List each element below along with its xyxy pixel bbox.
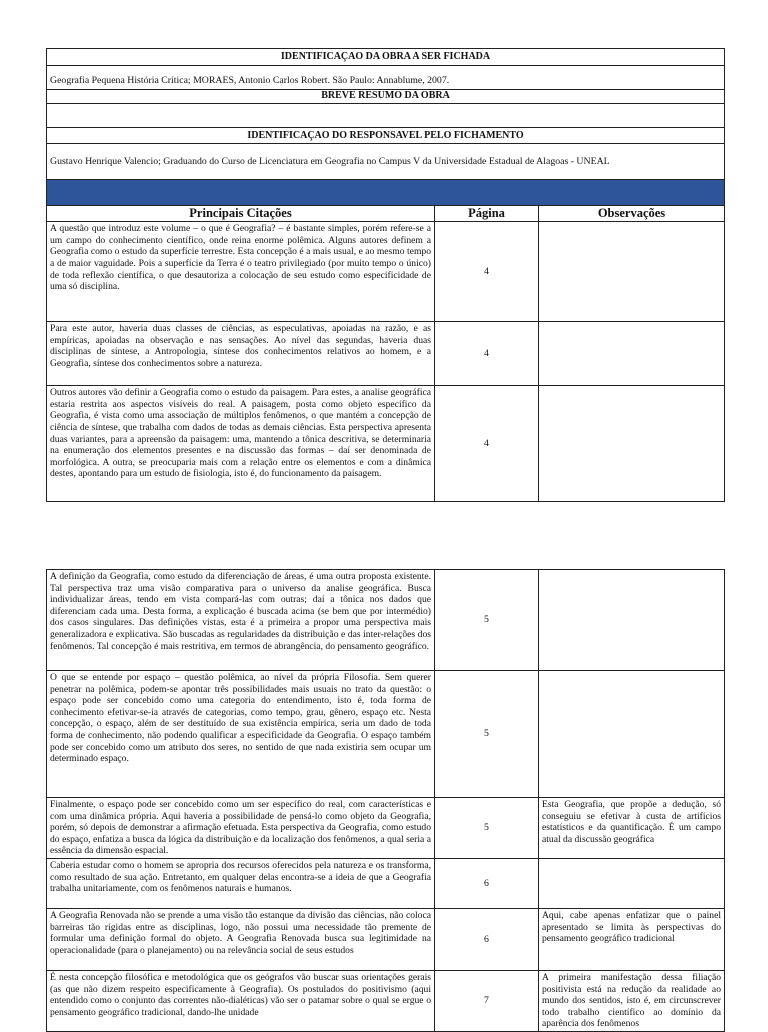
observation-cell: Esta Geografia, que propõe a dedução, só conseguiu se efetivar à custa de artifícios estatísticos e da quantificação. É um campo atual da discussão geográfica xyxy=(539,798,725,859)
table-row xyxy=(47,570,725,671)
table-row xyxy=(47,858,725,908)
resumo-text xyxy=(47,103,725,127)
col-header-page: Página xyxy=(435,206,539,222)
observation-cell xyxy=(539,671,725,798)
responsavel-title: IDENTIFICAÇAO DO RESPONSAVEL PELO FICHAMENTO xyxy=(47,127,725,144)
citation-cell: Finalmente, o espaço pode ser concebido como um ser específico do real, com características e com uma dinâmica própria. Aqui haveria a possibilidade de pensá-lo como objeto da Geografia, porém, só depois de demonstrar a afirmação efetuada. Esta perspectiva da Geografia, como estudo do espaço, enfatiza a busca da lógica da distribuição e da localização dos fenômenos, a qual seria a essência da dimensão espacial. xyxy=(47,798,435,859)
citation-cell: Caberia estudar como o homem se apropria dos recursos oferecidos pela natureza e os transforma, como resultado de sua ação. Entretanto, em qualquer delas encontra-se a ideia de que a Geografia trabalha unitariamente, com os fenômenos naturais e humanos. xyxy=(47,858,435,908)
table-row xyxy=(47,386,725,502)
col-header-observations: Observações xyxy=(539,206,725,222)
page-cell: 7 xyxy=(435,970,539,1031)
table-row xyxy=(47,222,725,322)
responsavel-text: Gustavo Henrique Valencio; Graduando do Curso de Licenciatura em Geografia no Campus V da Universidade Estadual de Alagoas - UNEAL xyxy=(47,144,725,180)
col-header-citations: Principais Citações xyxy=(47,206,435,222)
observation-cell xyxy=(539,222,725,322)
blue-separator-band xyxy=(47,180,725,206)
observation-cell xyxy=(539,858,725,908)
citation-cell: A questão que introduz este volume – o que é Geografia? – é bastante simples, porém refere-se a um campo do conhecimento científico, onde reina enorme polêmica. Alguns autores definem a Geografia como o estudo da superfície terrestre. Esta concepção é a mais usual, e ao mesmo tempo a de maior vaguidade. Pois a superfície da Terra é o teatro privilegiado (por muito tempo o único) de toda reflexão científica, o que desautoriza a colocação de seu estudo como especificidade de uma só disciplina. xyxy=(47,222,435,322)
citation-cell: A Geografia Renovada não se prende a uma visão tão estanque da divisão das ciências, não coloca barreiras tão rígidas entre as disciplinas, logo, não possui uma necessidade tão premente de formular uma definição formal do objeto. A Geografia Renovada busca sua legitimidade na operacionalidade (para o planejamento) ou na relevância social de seus estudos xyxy=(47,908,435,970)
citation-cell: Outros autores vão definir a Geografia como o estudo da paisagem. Para estes, a analise geográfica estaria restrita aos aspectos visíveis do real. A paisagem, posta como objeto específico da Geografia, é vista como uma associação de múltiplos fenômenos, o que mantém a concepção de ciência de síntese, que trabalha com dados de todas as demais ciências. Esta perspectiva apresenta duas variantes, para a apreensão da paisagem: uma, mantendo a tônica descritiva, se determinaria na enumeração dos elementos presentes e na discussão das formas – daí ser denominada de morfológica. A outra, se preocuparia mais com a relação entre os elementos e com a dinâmica destes, apontando para um estudo de fisiologia, isto é, do funcionamento da paisagem. xyxy=(47,386,435,502)
table-row xyxy=(47,671,725,798)
table-row xyxy=(47,322,725,386)
page-cell: 5 xyxy=(435,570,539,671)
observation-cell: A primeira manifestação dessa filiação positivista está na redução da realidade ao mundo dos sentidos, isto é, em circunscrever todo trabalho científico ao domínio da aparência dos fenômenos xyxy=(539,970,725,1031)
table-row xyxy=(47,798,725,859)
citation-cell: É nesta concepção filosófica e metodológica que os geógrafos vão buscar suas orientações gerais (as que não dizem respeito especificamente à Geografia). Os postulados do positivismo (aqui entendido como o conjunto das correntes não-dialéticas) vão ser o patamar sobre o qual se ergue o pensamento geográfico tradicional, dando-lhe unidade xyxy=(47,970,435,1031)
observation-cell xyxy=(539,386,725,502)
page-cell: 6 xyxy=(435,908,539,970)
table-row xyxy=(47,970,725,1031)
table-row xyxy=(47,908,725,970)
observation-cell xyxy=(539,570,725,671)
obra-title: IDENTIFICAÇAO DA OBRA A SER FICHADA xyxy=(47,49,725,66)
resumo-title: BREVE RESUMO DA OBRA xyxy=(47,89,725,103)
citation-cell: A definição da Geografia, como estudo da diferenciação de áreas, é uma outra proposta existente. Tal perspectiva traz uma visão comparativa para o universo da analise geográfica. Busca individualizar áreas, tendo em vista compará-las com outras; daí a tônica nos dados que diferenciam cada uma. Desta forma, a explicação é buscada acima (se bem que por intermédio) dos casos singulares. Das definições vistas, esta é a primeira a propor uma perspectiva mais generalizadora e explicativa. São buscadas as regularidades da distribuição e das inter-relações dos fenômenos. Tal concepção é mais restritiva, em termos de abrangência, do pensamento geográfico. xyxy=(47,570,435,671)
page-cell: 5 xyxy=(435,798,539,859)
page-cell: 4 xyxy=(435,386,539,502)
observation-cell xyxy=(539,322,725,386)
citation-cell: O que se entende por espaço – questão polêmica, ao nível da própria Filosofia. Sem querer penetrar na polêmica, podem-se apontar três possibilidades mais usuais no trato da questão: o espaço pode ser concebido como uma categoria do entendimento, isto é, toda forma de conhecimento efetivar-se-ia através de categorias, como tempo, grau, gênero, espaço etc. Nesta concepção, o espaço, além de ser destituído de sua existência empírica, seria um dado de toda forma de conhecimento, não podendo qualificar a especificidade da Geografia. O espaço também pode ser concebido como um atributo dos seres, no sentido de que nada existiria sem ocupar um determinado espaço. xyxy=(47,671,435,798)
page-cell: 4 xyxy=(435,222,539,322)
fichamento-table-bottom xyxy=(46,569,725,1032)
page-cell: 4 xyxy=(435,322,539,386)
fichamento-table-top xyxy=(46,48,725,502)
obra-reference: Geografia Pequena História Crítica; MORAES, Antonio Carlos Robert. São Paulo: Annablume, 2007. xyxy=(47,65,725,89)
citation-cell: Para este autor, haveria duas classes de ciências, as especulativas, apoiadas na razão, e as empíricas, apoiadas na observação e nas sensações. Ao nível das segundas, haveria duas disciplinas de síntese, a Antropologia, síntese dos conhecimentos relativos ao homem, e a Geografia, síntese dos conhecimentos sobre a natureza. xyxy=(47,322,435,386)
observation-cell: Aqui, cabe apenas enfatizar que o painel apresentado se limita às perspectivas do pensamento geográfico tradicional xyxy=(539,908,725,970)
page-cell: 6 xyxy=(435,858,539,908)
page-cell: 5 xyxy=(435,671,539,798)
